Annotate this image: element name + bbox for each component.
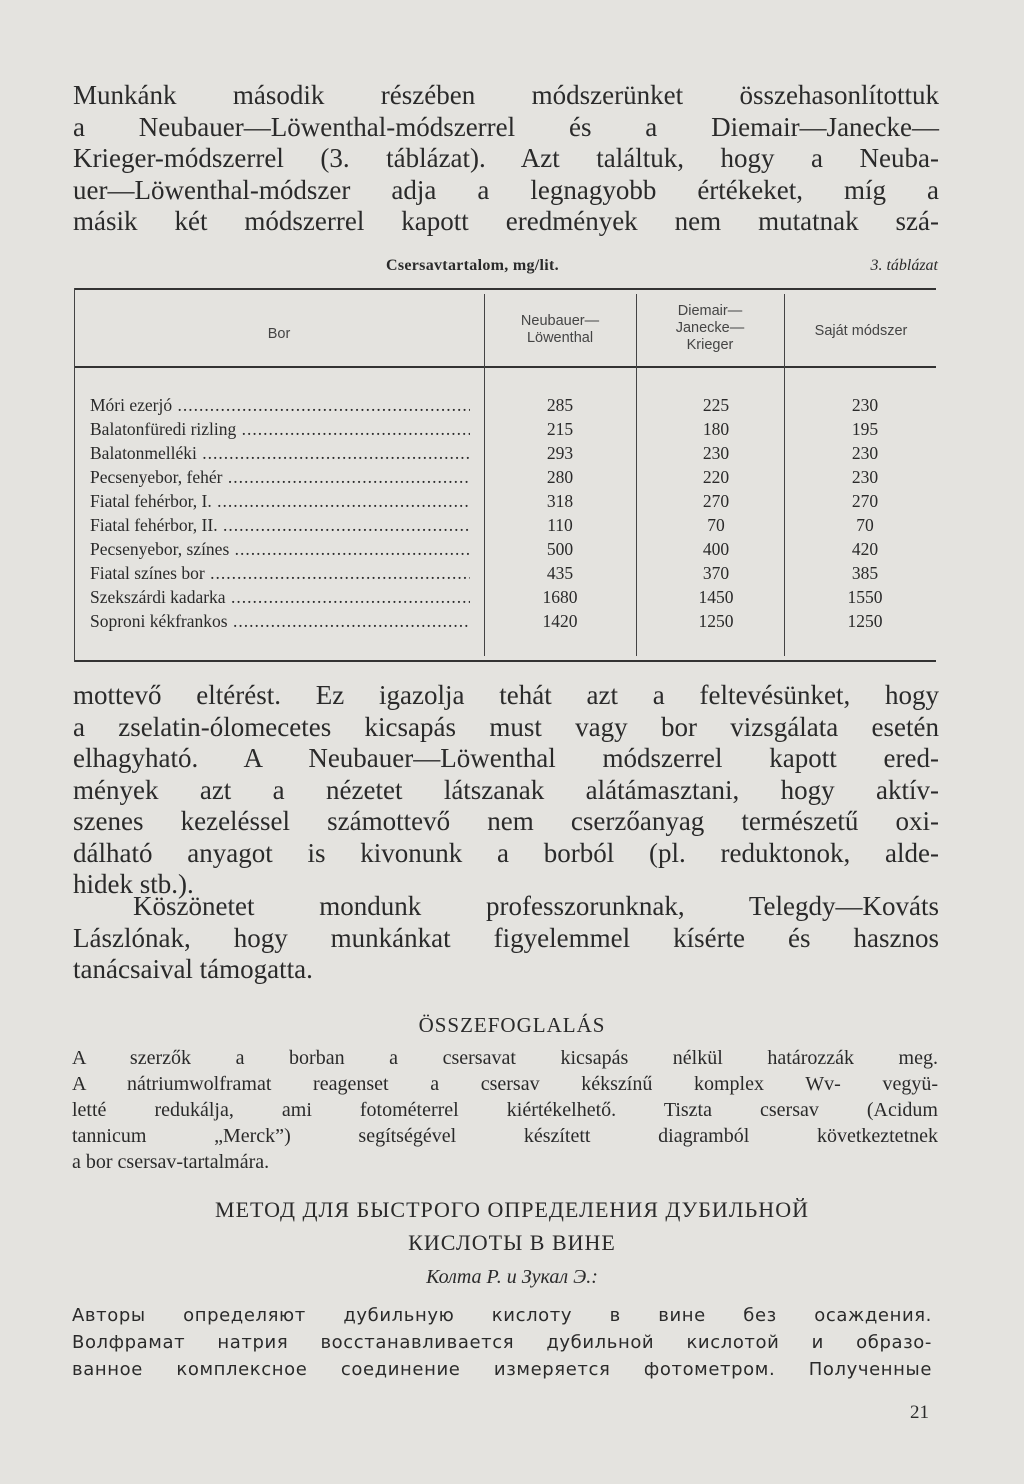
table-bottom-rule xyxy=(74,660,936,662)
body-line: a zselatin-ólomecetes kicsapás must vagy bor vizsgálata esetén xyxy=(73,711,939,742)
table-number: 3. táblázat xyxy=(870,257,938,274)
body-line: szenes kezeléssel számottevő nem cserzőanyag természetű oxi- xyxy=(73,806,939,836)
russian-paragraph xyxy=(72,1302,932,1383)
body-paragraph xyxy=(73,680,939,901)
header-sajat: Saját módszer xyxy=(814,323,908,339)
table-top-rule xyxy=(74,288,936,290)
table-header-rule xyxy=(74,366,936,368)
summary-line: A szerzők a borban a csersavat kicsapás nélkül határozzák meg. xyxy=(72,1047,938,1069)
table-row: Pecsenyebor, színes ..... 500 400 420 xyxy=(74,539,936,563)
data-table xyxy=(74,288,936,664)
summary-paragraph xyxy=(72,1045,938,1175)
summary-line: tannicum „Merck”) segítségével készített diagramból következtetnek xyxy=(72,1125,938,1147)
table-caption xyxy=(76,257,938,281)
table-row: Fiatal fehérbor, I. ..... 318 270 270 xyxy=(74,491,936,515)
header-diemair: Diemair— Janecke— Krieger xyxy=(675,303,745,353)
table-row: Balatonfüredi rizling ..... 215 180 195 xyxy=(74,419,936,443)
header-bor: Bor xyxy=(267,326,291,342)
summary-title: ÖSSZEFOGLALÁS xyxy=(418,1013,606,1037)
intro-line: Munkánk második részében módszerünket összehasonlítottuk xyxy=(73,80,939,110)
table-row: Móri ezerjó ..... 285 225 230 xyxy=(74,395,936,419)
summary-line: a bor csersav-tartalmára. xyxy=(72,1151,270,1173)
intro-line: Krieger-módszerrel (3. táblázat). Azt találtuk, hogy a Neuba- xyxy=(73,143,939,173)
russian-line: Волфрамат натрия восстанавливается дубильной кислотой и образо- xyxy=(72,1332,932,1353)
russian-title: МЕТОД ДЛЯ БЫСТРОГО ОПРЕДЕЛЕНИЯ ДУБИЛЬНОЙ КИСЛОТЫ В ВИНЕ xyxy=(215,1197,809,1255)
intro-line: a Neubauer—Löwenthal-módszerrel és a Diemair—Janecke— xyxy=(73,111,939,142)
summary-line: A nátriumwolframat reagenset a csersav kékszínű komplex Wv- vegyü- xyxy=(72,1073,938,1095)
header-neubauer: Neubauer— Löwenthal xyxy=(520,313,600,346)
thanks-line: Köszönetet mondunk professzorunknak, Telegdy—Kováts xyxy=(133,891,939,921)
table-title: Csersavtartalom, mg/lit. xyxy=(386,257,559,274)
body-line: mottevő eltérést. Ez igazolja tehát azt a feltevésünket, hogy xyxy=(73,680,939,710)
body-line: dálható anyagot is kivonunk a borból (pl. reduktonok, alde- xyxy=(73,837,939,868)
body-line: hidek stb.). xyxy=(73,869,194,899)
body-line: mények azt a nézetet látszanak alátámasztani, hogy aktív- xyxy=(73,774,939,805)
body-line: elhagyható. A Neubauer—Löwenthal módszerrel kapott ered- xyxy=(73,743,939,773)
table-row: Fiatal fehérbor, II. ..... 110 70 70 xyxy=(74,515,936,539)
thanks-line: Lászlónak, hogy munkánkat figyelemmel kísérte és hasznos xyxy=(73,922,939,953)
table-row: Soproni kékfrankos ..... 1420 1250 1250 xyxy=(74,611,936,635)
table-row: Balatonmelléki ..... 293 230 230 xyxy=(74,443,936,467)
table-row: Fiatal színes bor ..... 435 370 385 xyxy=(74,563,936,587)
intro-line: másik két módszerrel kapott eredmények nem mutatnak szá- xyxy=(73,206,939,236)
table-row: Pecsenyebor, fehér ..... 280 220 230 xyxy=(74,467,936,491)
intro-line: uer—Löwenthal-módszer adja a legnagyobb értékeket, míg a xyxy=(73,174,939,205)
russian-line: Авторы определяют дубильную кислоту в вине без осаждения. xyxy=(72,1305,932,1326)
page-number: 21 xyxy=(910,1402,929,1423)
acknowledgement-paragraph xyxy=(73,891,939,986)
summary-line: letté redukálja, ami fotométerrel kiértékelhető. Tiszta csersav (Acidum xyxy=(72,1099,938,1121)
russian-authors: Колта Р. и Зукал Э.: xyxy=(426,1266,598,1288)
intro-paragraph xyxy=(73,80,939,238)
russian-line: ванное комплексное соединение измеряется фотометром. Полученные xyxy=(72,1359,932,1380)
table-row: Szekszárdi kadarka ..... 1680 1450 1550 xyxy=(74,587,936,611)
thanks-line: tanácsaival támogatta. xyxy=(73,954,313,984)
